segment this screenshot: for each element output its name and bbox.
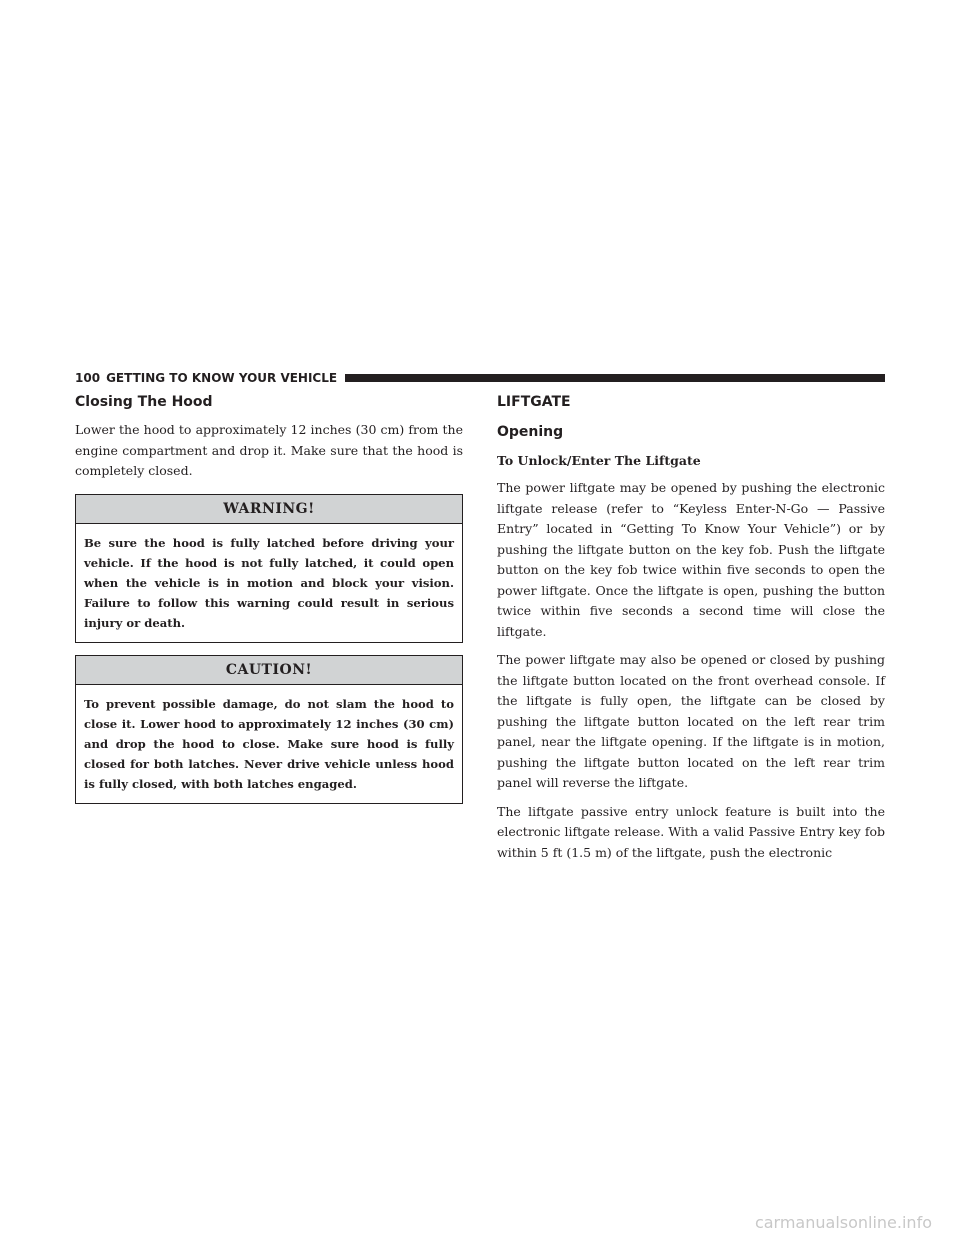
warning-box bbox=[75, 494, 463, 643]
unlock-enter-heading: To Unlock/Enter The Liftgate bbox=[497, 453, 701, 468]
caution-box bbox=[75, 655, 463, 804]
liftgate-paragraph-2: The power liftgate may also be opened or closed by pushing the liftgate button located on the front overhead console. If the liftgate is fully open, the liftgate can be closed by pushing the liftgate button located on the left rear trim panel, near the liftgate opening. If the liftgate is in motion, pushing the liftgate button located on the left rear trim panel will reverse the liftgate. bbox=[497, 652, 885, 790]
closing-hood-heading: Closing The Hood bbox=[75, 394, 213, 410]
page-header bbox=[75, 370, 885, 386]
page-number: 100 bbox=[75, 371, 101, 385]
closing-hood-paragraph: Lower the hood to approximately 12 inches (30 cm) from the engine compartment and drop it. Make sure that the hood is completely closed. bbox=[75, 422, 463, 478]
right-column bbox=[497, 392, 885, 871]
liftgate-paragraph-3: The liftgate passive entry unlock feature is built into the electronic liftgate release. With a valid Passive Entry key fob within 5 ft (1.5 m) of the liftgate, push the electronic bbox=[497, 803, 885, 860]
liftgate-section-title: LIFTGATE bbox=[497, 394, 571, 410]
caution-text: To prevent possible damage, do not slam the hood to close it. Lower hood to approximately 12 inches (30 cm) and drop the hood to close. Make sure hood is fully closed for both latches. Never drive vehicle unless hood is fully closed, with both latches engaged. bbox=[84, 696, 454, 791]
header-rule bbox=[345, 374, 885, 382]
running-section-title: GETTING TO KNOW YOUR VEHICLE bbox=[106, 371, 338, 385]
left-column bbox=[75, 392, 463, 814]
liftgate-paragraph-1: The power liftgate may be opened by pushing the electronic liftgate release (refer to “Keyless Enter-N-Go — Passive Entry” located in “Getting To Know Your Vehicle”) or by pushing the liftgate button on the key fob. Push the liftgate button on the key fob twice within five seconds to open the power liftgate. Once the liftgate is open, pushing the button twice within five seconds a second time will close the liftgate. bbox=[497, 480, 885, 639]
watermark: carmanualsonline.info bbox=[754, 1213, 932, 1232]
warning-text: Be sure the hood is fully latched before driving your vehicle. If the hood is not fully latched, it could open when the vehicle is in motion and block your vision. Failure to follow this warning could result in serious injury or death. bbox=[84, 535, 454, 630]
opening-heading: Opening bbox=[497, 424, 564, 440]
caution-title: CAUTION! bbox=[76, 656, 462, 685]
warning-title: WARNING! bbox=[76, 495, 462, 524]
